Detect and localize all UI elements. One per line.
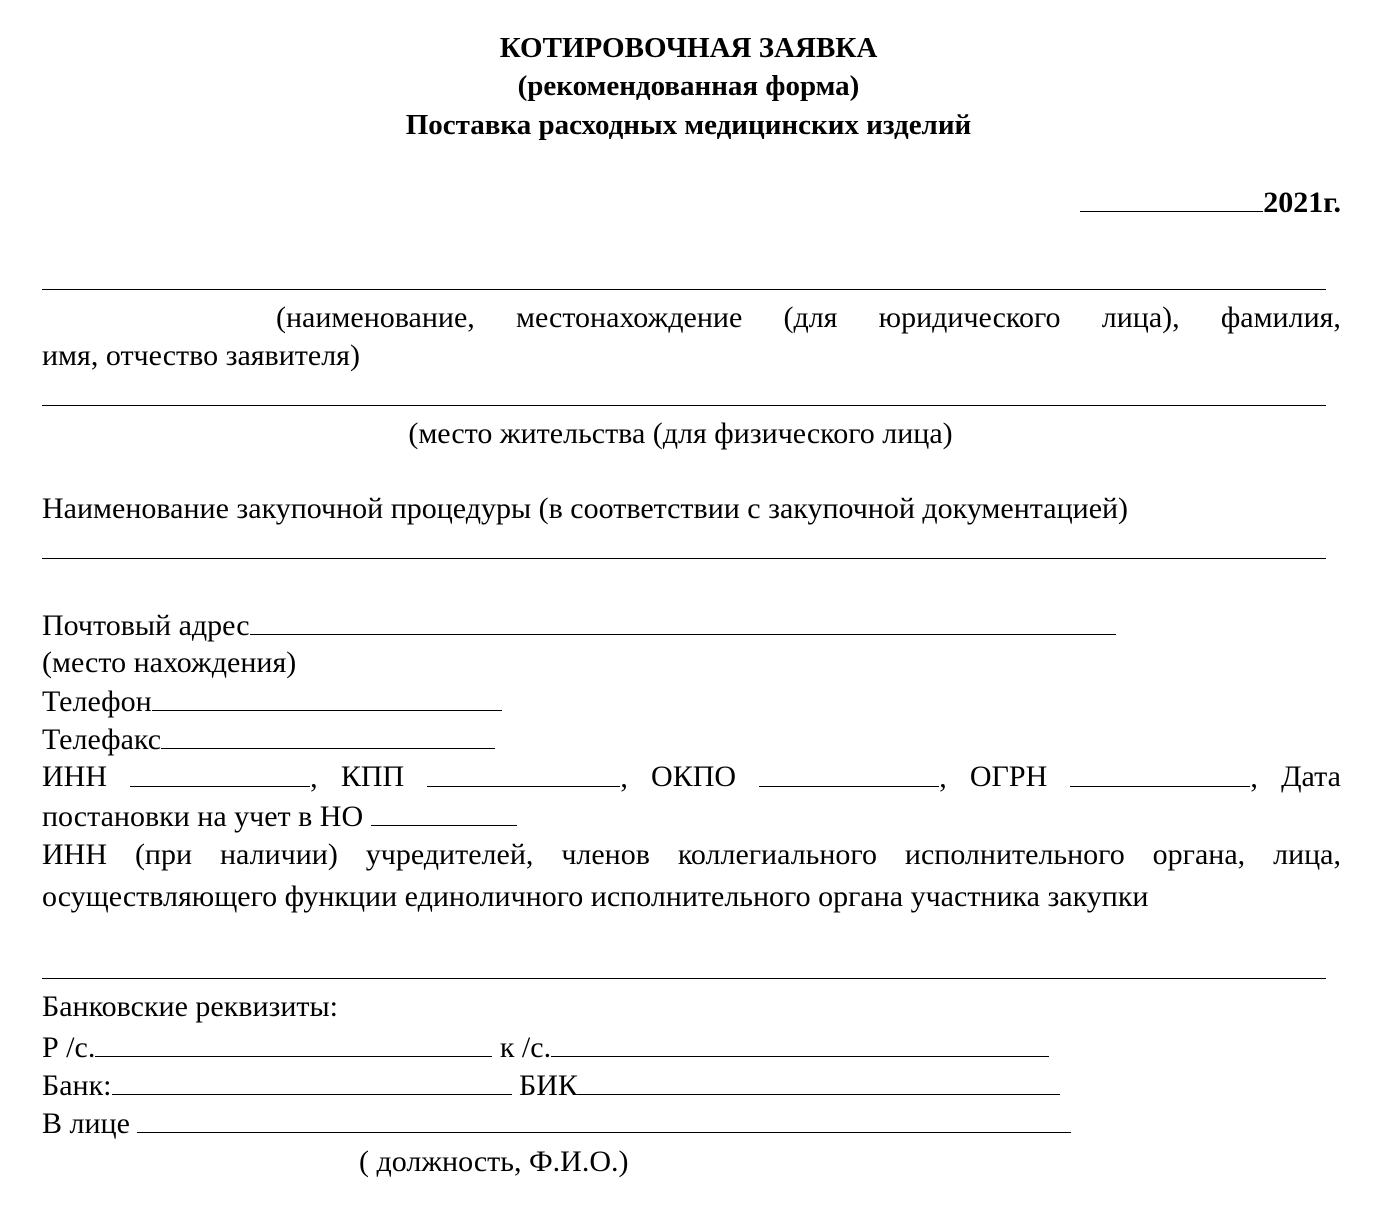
- document-subject: Поставка расходных медицинских изделий: [405, 109, 972, 141]
- fax-field[interactable]: [161, 724, 495, 749]
- corr-account-field[interactable]: [551, 1032, 1049, 1057]
- okpo-group: ,: [759, 762, 947, 793]
- okpo-field[interactable]: [759, 762, 939, 787]
- founders-word: исполнительного: [904, 838, 1125, 871]
- founders-inn-line[interactable]: [42, 978, 1326, 979]
- procurement-label: Наименование закупочной процедуры (в соответствии с закупочной документацией): [42, 492, 1129, 525]
- phone-row: [42, 686, 502, 717]
- corr-account-label: к /с.: [499, 1031, 552, 1064]
- representative-label: В лице: [42, 1107, 130, 1140]
- document-title: КОТИРОВОЧНАЯ ЗАЯВКА: [499, 32, 878, 64]
- representative-row: [42, 1108, 1071, 1139]
- founders-word: учредителей,: [365, 838, 534, 871]
- bik-label: БИК: [519, 1069, 578, 1102]
- date-year: 2021г.: [1263, 186, 1341, 219]
- fax-label: Телефакс: [42, 723, 162, 756]
- applicant-caption-word: (наименование,: [276, 301, 475, 334]
- okpo-label: ОКПО: [651, 760, 737, 793]
- founders-line1: [42, 840, 1341, 870]
- postal-address-field[interactable]: [250, 610, 1116, 635]
- inn-group: ,: [130, 762, 318, 793]
- kpp-field[interactable]: [427, 762, 620, 787]
- ogrn-group: ,: [1070, 762, 1258, 793]
- founders-word: органа,: [1152, 838, 1246, 871]
- fax-row: [42, 724, 495, 755]
- date-field[interactable]: [1080, 187, 1341, 218]
- founders-word: членов: [561, 838, 650, 871]
- founders-word: наличии): [219, 838, 338, 871]
- procurement-line[interactable]: [42, 558, 1326, 559]
- representative-caption: ( должность, Ф.И.О.): [359, 1145, 629, 1178]
- phone-field[interactable]: [152, 686, 502, 711]
- kpp-label: КПП: [340, 760, 405, 793]
- bank-label: Банк:: [42, 1069, 112, 1102]
- registration-field[interactable]: [371, 801, 517, 826]
- bik-field[interactable]: [578, 1070, 1060, 1095]
- date-blank[interactable]: [1080, 187, 1263, 212]
- founders-word: ИНН: [42, 838, 107, 871]
- applicant-caption-word: местонахождение: [515, 301, 743, 334]
- representative-field[interactable]: [137, 1108, 1071, 1133]
- founders-word: (при: [134, 838, 193, 871]
- postal-address-row: [42, 610, 1116, 641]
- account-field[interactable]: [95, 1032, 492, 1057]
- document-subtitle: (рекомендованная форма): [517, 70, 860, 102]
- founders-word: коллегиального: [677, 838, 877, 871]
- applicant-caption-word: фамилия,: [1220, 301, 1341, 334]
- applicant-caption-word: (для: [783, 301, 838, 334]
- applicant-caption-line2: имя, отчество заявителя): [42, 339, 360, 372]
- registration-date-label: Дата: [1281, 760, 1341, 793]
- applicant-caption-word: лица),: [1101, 301, 1180, 334]
- founders-line2: осуществляющего функции единоличного исполнительного органа участника закупки: [42, 880, 1149, 913]
- applicant-name-line[interactable]: [42, 289, 1326, 290]
- ogrn-label: ОГРН: [969, 760, 1048, 793]
- ogrn-field[interactable]: [1070, 762, 1250, 787]
- founders-word: лица,: [1273, 838, 1341, 871]
- registration-row: [42, 801, 517, 832]
- applicant-caption-word: юридического: [878, 301, 1061, 334]
- residence-line[interactable]: [42, 405, 1326, 406]
- phone-label: Телефон: [42, 685, 152, 718]
- bank-row: [42, 1070, 1060, 1101]
- registration-label: постановки на учет в НО: [42, 800, 364, 833]
- account-label: Р /с.: [42, 1031, 96, 1064]
- bank-heading: Банковские реквизиты:: [42, 990, 339, 1023]
- account-row: [42, 1032, 1049, 1063]
- location-note: (место нахождения): [42, 646, 297, 679]
- inn-label: ИНН: [42, 760, 107, 793]
- kpp-group: ,: [427, 762, 628, 793]
- inn-field[interactable]: [130, 762, 310, 787]
- applicant-caption-line1: [276, 303, 1341, 333]
- residence-caption: (место жительства (для физического лица): [408, 417, 953, 450]
- postal-address-label: Почтовый адрес: [42, 609, 250, 642]
- bank-field[interactable]: [112, 1070, 512, 1095]
- registry-codes-row: [42, 762, 1341, 793]
